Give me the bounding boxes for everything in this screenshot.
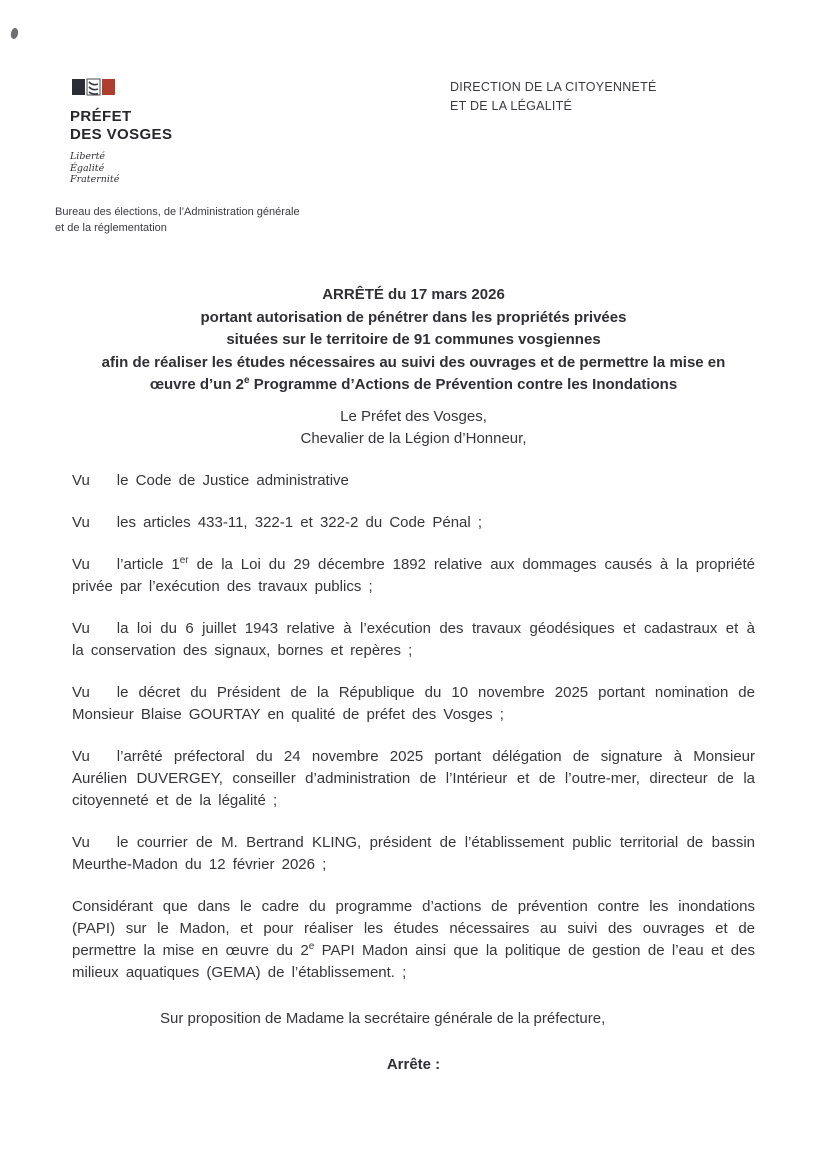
direction-line1: DIRECTION DE LA CITOYENNETÉ (450, 80, 657, 94)
french-flag-icon (70, 74, 172, 100)
vu-label: Vu (72, 471, 90, 489)
vu-label: Vu (72, 513, 90, 531)
vu-paragraph-loi-1892 (72, 554, 755, 598)
vu-text: le Code de Justice administrative (116, 471, 349, 489)
title-line5-text-after: Programme d’Actions de Prévention contre les Inondations (249, 376, 678, 393)
logo-department-text: DES VOSGES (70, 126, 173, 143)
considerant-text-after: PAPI Madon ainsi que la politique de gestion de l’eau et des milieux aquatiques (GEMA) de l’établissement. ; (72, 941, 755, 981)
vu-text-after: de la Loi du 29 décembre 1892 relative aux dommages causés à la propriété privée par l’exécution des travaux publics ; (72, 555, 755, 595)
vu-paragraph-decret-nomination (72, 682, 755, 726)
title-line1: ARRÊTÉ du 17 mars 2026 (322, 286, 505, 303)
title-line2: portant autorisation de pénétrer dans les propriétés privées (200, 308, 627, 326)
title-line5-superscript: e (244, 375, 250, 386)
title-line3: situées sur le territoire de 91 communes vosgiennes (226, 331, 601, 348)
vu-paragraph-arrete-delegation (72, 746, 755, 812)
vu-label: Vu (72, 747, 90, 765)
vu-paragraph-code-justice (72, 470, 755, 492)
sur-proposition-line: Sur proposition de Madame la secrétaire générale de la préfecture, (160, 1009, 606, 1027)
salutation (72, 406, 755, 450)
document-body (72, 284, 755, 1076)
vu-superscript: er (179, 554, 189, 566)
vu-text: l’article 1 (116, 555, 180, 573)
letterhead (0, 0, 827, 258)
vu-paragraph-loi-1943 (72, 618, 755, 662)
vu-text: le décret du Président de la République du 10 novembre 2025 portant nomination de Monsieur Blaise GOURTAY en qualité de préfet des Vosges ; (72, 683, 755, 723)
vu-text: les articles 433-11, 322-1 et 322-2 du Code Pénal ; (116, 513, 483, 531)
title-line4: afin de réaliser les études nécessaires au suivi des ouvrages et de permettre la mise en (101, 353, 726, 371)
considerant-text: Considérant que dans le cadre du programme d’actions de prévention contre les inondations (PAPI) sur le Madon, et pour réaliser les études nécessaires au suivi des ouvrages et de permettre la mise en œuvre du 2 (72, 897, 755, 959)
vu-label: Vu (72, 555, 90, 573)
motto-egalite: Égalité (70, 162, 105, 174)
vu-text: l’arrêté préfectoral du 24 novembre 2025 portant délégation de signature à Monsieur Aurélien DUVERGEY, conseiller d’administration de l’Intérieur et de l’outre-mer, directeur de la citoyenneté et de la légalité ; (72, 747, 755, 809)
title-line5-text: œuvre d’un 2 (149, 376, 245, 393)
arrete-title (72, 284, 755, 397)
vu-label: Vu (72, 833, 90, 851)
logo-prefet-text: PRÉFET (70, 108, 132, 125)
direction-line2: ET DE LA LÉGALITÉ (450, 99, 573, 113)
motto-liberte: Liberté (70, 151, 106, 162)
bureau-line2: et de la réglementation (55, 222, 167, 234)
vu-paragraph-courrier-kling (72, 832, 755, 876)
title-line5 (72, 374, 755, 397)
motto-fraternite: Fraternité (70, 174, 120, 185)
vu-label: Vu (72, 619, 90, 637)
vu-label: Vu (72, 683, 90, 701)
vu-text: la loi du 6 juillet 1943 relative à l’exécution des travaux géodésiques et cadastraux et à la conservation des signaux, bornes et repères ; (72, 619, 755, 659)
bureau-name (55, 204, 300, 236)
republic-motto (70, 151, 172, 186)
prefecture-logo (70, 74, 172, 186)
bureau-line1: Bureau des élections, de l’Administration générale (55, 206, 300, 218)
vu-paragraph-code-penal (72, 512, 755, 534)
vu-text: le courrier de M. Bertrand KLING, président de l’établissement public territorial de bassin Meurthe-Madon du 12 février 2026 ; (72, 833, 755, 873)
considerant-paragraph (72, 896, 755, 984)
arrete-heading: Arrête : (386, 1055, 441, 1073)
salutation-line2: Chevalier de la Légion d’Honneur, (300, 429, 527, 447)
salutation-line1: Le Préfet des Vosges, (340, 407, 487, 425)
considerant-superscript: e (308, 940, 315, 952)
issuing-direction (450, 78, 657, 116)
